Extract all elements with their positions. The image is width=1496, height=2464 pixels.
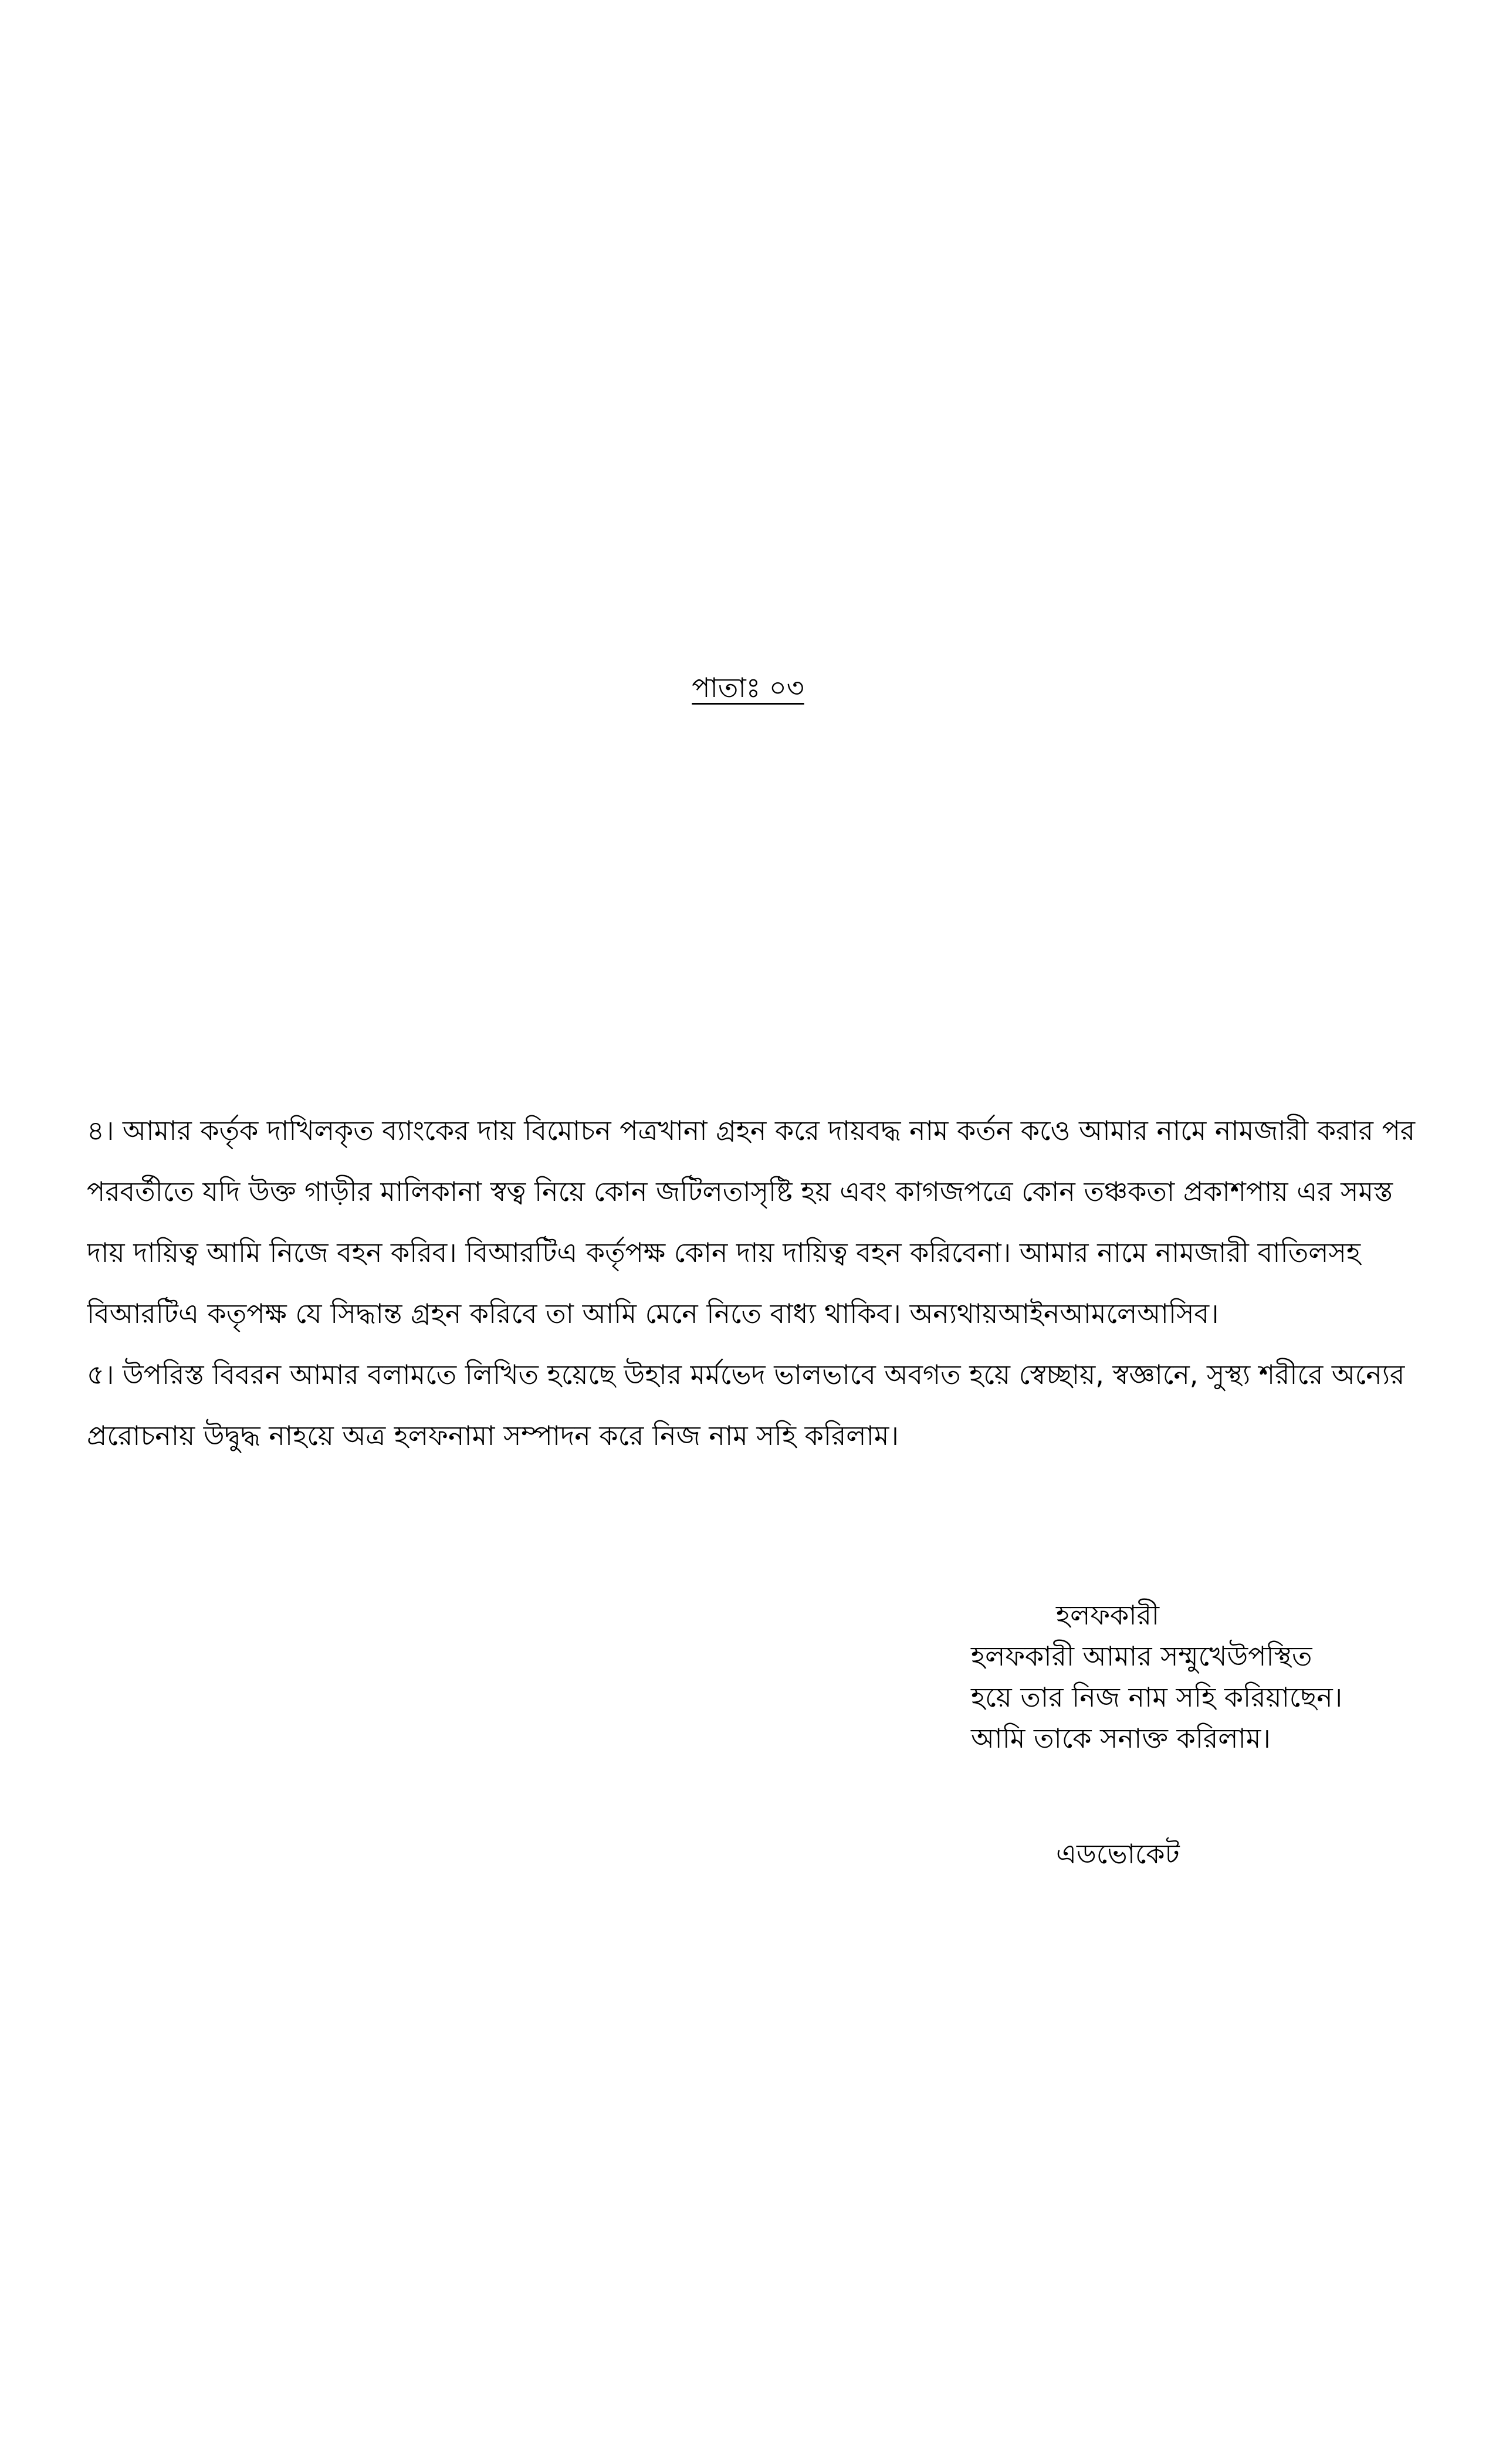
- signature-block: [971, 1595, 1452, 1759]
- page-number: পাতাঃ ০৩: [692, 672, 804, 703]
- paragraph-line: ৫। উপরিস্ত বিবরন আমার বলামতে লিখিত হয়েছে উহার মর্মভেদ ভালভাবে অবগত হয়ে স্বেচ্ছায়, স্বজ্ঞানে, সুস্থ্য শরীরে অন্যের: [87, 1359, 1405, 1390]
- deponent-title: হলফকারী: [1056, 1599, 1160, 1631]
- attestation-line: আমি তাকে সনাক্ত করিলাম।: [971, 1722, 1271, 1754]
- attestation-line: হয়ে তার নিজ নাম সহি করিয়াছেন।: [971, 1681, 1343, 1713]
- paragraph-line: ৪। আমার কর্তৃক দাখিলকৃত ব্যাংকের দায় বিমোচন পত্রখানা গ্রহন করে দায়বদ্ধ নাম কর্তন কওে আমার নামে নামজারী করার পর: [87, 1115, 1416, 1146]
- attestation-line: হলফকারী আমার সম্মুখেউপস্থিত: [971, 1640, 1312, 1672]
- paragraph-line: দায় দায়িত্ব আমি নিজে বহন করিব। বিআরটিএ কর্তৃপক্ষ কোন দায় দায়িত্ব বহন করিবেনা। আমার নামে নামজারী বাতিলসহ: [87, 1237, 1361, 1268]
- paragraph-line: বিআরটিএ কতৃপক্ষ যে সিদ্ধান্ত গ্রহন করিবে তা আমি মেনে নিতে বাধ্য থাকিব। অন্যথায়আইনআমলেআসিব।: [87, 1298, 1219, 1329]
- advocate-label: এডভোকেট: [1056, 1838, 1180, 1870]
- affidavit-body: [87, 1100, 1436, 1466]
- paragraph-line: পরবর্তীতে যদি উক্ত গাড়ীর মালিকানা স্বত্ব নিয়ে কোন জটিলতাসৃষ্টি হয় এবং কাগজপত্রে কোন তঞ্চকতা প্রকাশপায় এর সমস্ত: [87, 1176, 1393, 1207]
- paragraph-line: প্ররোচনায় উদ্বুদ্ধ নাহয়ে অত্র হলফনামা সম্পাদন করে নিজ নাম সহি করিলাম।: [87, 1420, 899, 1451]
